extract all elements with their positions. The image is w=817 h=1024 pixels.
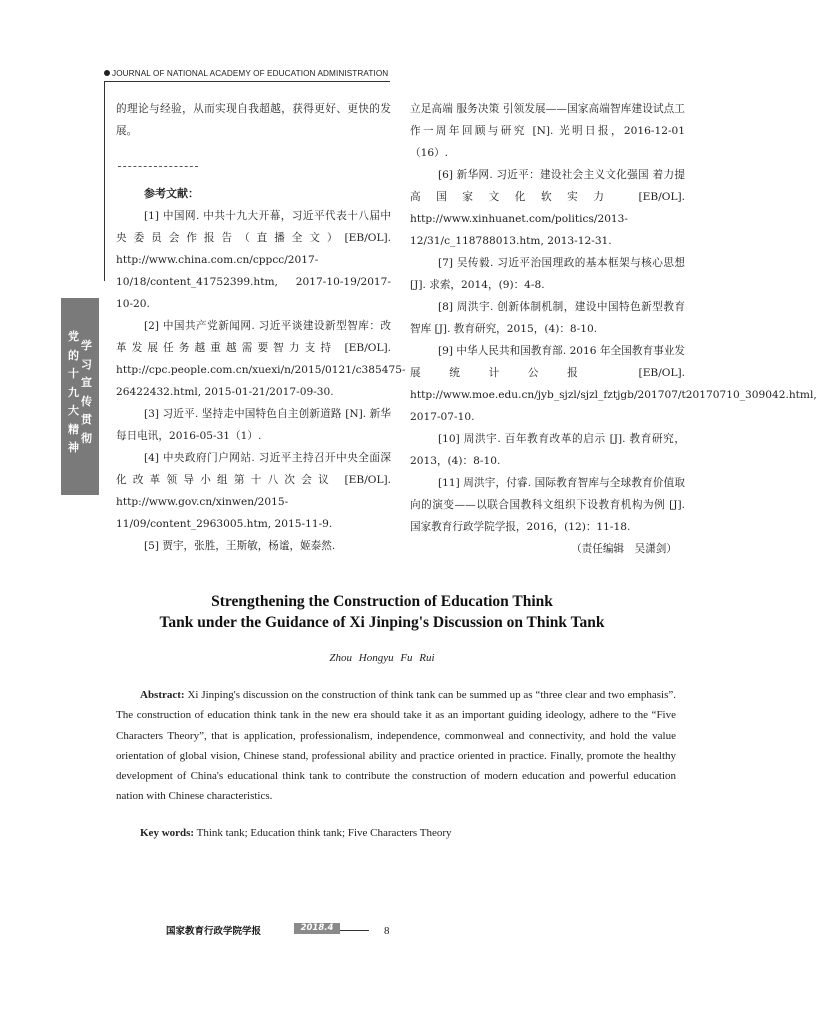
english-title-line-1: Strengthening the Construction of Education Think [211, 593, 553, 610]
english-title [90, 591, 674, 633]
reference-item: [4] 中央政府门户网站. 习近平主持召开中央全面深化改革领导小组第十八次会议 [EB/OL]. http://www.gov.cn/xinwen/2015-11/09/content_2963005.htm, 2015-11-9. [116, 452, 391, 530]
references-title: 参考文献： [144, 187, 199, 200]
column-divider [104, 81, 105, 281]
journal-header-text: JOURNAL OF NATIONAL ACADEMY OF EDUCATION ADMINISTRATION [112, 69, 389, 78]
reference-item: [2] 中国共产党新闻网. 习近平谈建设新型智库：改革发展任务越重越需要智力支持 [EB/OL]. http://cpc.people.com.cn/xuexi/n/2015/0121/c385475-26422432.html, 2015-01-21/2017-09-30. [116, 320, 406, 398]
section-tab-char: 传 [81, 394, 92, 408]
english-authors: Zhou Hongyu Fu Rui [329, 652, 435, 664]
section-tab-char: 习 [81, 357, 92, 371]
bullet-icon [104, 70, 110, 76]
english-abstract [116, 685, 676, 807]
dashed-divider [118, 166, 198, 167]
section-tab-char: 贯 [81, 413, 92, 426]
page-footer [166, 923, 406, 939]
left-column [116, 98, 406, 557]
section-tab-char: 的 [68, 348, 79, 362]
section-tab-char: 九 [68, 385, 79, 399]
section-tab-char: 十 [68, 367, 79, 380]
section-tab-left-column [68, 328, 79, 495]
english-title-line-2: Tank under the Guidance of Xi Jinping's Discussion on Think Tank [159, 614, 605, 631]
running-header [104, 69, 390, 78]
responsible-editor: （责任编辑 吴潇剑） [571, 543, 677, 555]
reference-continuation: 立足高端 服务决策 引领发展——国家高端智库建设试点工作一周年回顾与研究 [N]. 光明日报，2016-12-01（16）. [410, 103, 685, 159]
keywords-text: Think tank; Education think tank; Five Characters Theory [196, 827, 452, 839]
reference-item: [7] 吴传毅. 习近平治国理政的基本框架与核心思想 [J]. 求索，2014，(9)：4-8. [410, 257, 685, 291]
section-tab [61, 298, 99, 495]
abstract-text: Xi Jinping's discussion on the construction of think tank can be summed up as “three clear and two emphasis”. The construction of education think tank in the new era should take it as an important guiding ideology, adhere to the “Five Characters Theory”, that is application, professionalism, independence, commonweal and connectivity, and hold the value orientation of global vision, Chinese stand, professional ability and practice oriented in practice. Finally, promote the healthy development of China's educational think tank to contribute the construction of modern education and powerful education nation with Chinese characteristics. [116, 689, 677, 803]
english-keywords [140, 827, 452, 839]
footer-issue-badge: 2018.4 [294, 923, 340, 934]
right-column [410, 98, 817, 560]
section-tab-char: 大 [68, 404, 79, 417]
reference-item: [3] 习近平. 坚持走中国特色自主创新道路 [N]. 新华每日电讯，2016-05-31（1）. [116, 408, 391, 442]
footer-journal-name: 国家教育行政学院学报 [166, 926, 262, 937]
section-tab-right-column [81, 328, 92, 495]
header-rule [104, 81, 390, 82]
page-number: 8 [384, 925, 390, 937]
reference-item: [10] 周洪宇. 百年教育改革的启示 [J]. 教育研究，2013，(4)：8-10. [410, 433, 685, 467]
reference-item: [5] 贾宇，张胜，王斯敏，杨谧，姬泰然. [144, 540, 336, 552]
section-tab-char: 精 [68, 422, 79, 436]
reference-item: [11] 周洪宇，付睿. 国际教育智库与全球教育价值取向的演变——以联合国教科文组织下设教育机构为例 [J]. 国家教育行政学院学报，2016，(12)：11-18. [410, 477, 685, 533]
section-tab-char: 学 [81, 339, 92, 352]
reference-item: [8] 周洪宇. 创新体制机制，建设中国特色新型教育智库 [J]. 教育研究，2015，(4)：8-10. [410, 301, 685, 335]
keywords-label: Key words: [140, 827, 195, 839]
intro-paragraph: 的理论与经验，从而实现自我超越，获得更好、更快的发展。 [116, 103, 391, 137]
section-tab-char: 彻 [81, 431, 92, 445]
footer-rule [340, 930, 369, 931]
section-tab-char: 神 [68, 441, 79, 454]
reference-item: [6] 新华网. 习近平：建设社会主义文化强国 着力提高国家文化软实力 [EB/OL]. http://www.xinhuanet.com/politics/2013-12/31/c_118788013.htm, 2013-12-31. [410, 169, 685, 247]
section-tab-char: 宣 [81, 376, 92, 389]
journal-header [104, 69, 390, 78]
reference-item: [1] 中国网. 中共十九大开幕，习近平代表十八届中央委员会作报告（直播全文）[EB/OL]. http://www.china.com.cn/cppcc/2017-10/18/content_41752399.htm, 2017-10-19/2017-10-20. [116, 210, 391, 310]
reference-item: [9] 中华人民共和国教育部. 2016 年全国教育事业发展统计公报 [EB/OL]. http://www.moe.edu.cn/jyb_sjzl/sjzl_fztjgb/201707/t20170710_309042.html, 2017-07-10. [410, 345, 817, 423]
section-tab-char: 党 [68, 330, 79, 343]
abstract-label: Abstract: [140, 689, 185, 701]
